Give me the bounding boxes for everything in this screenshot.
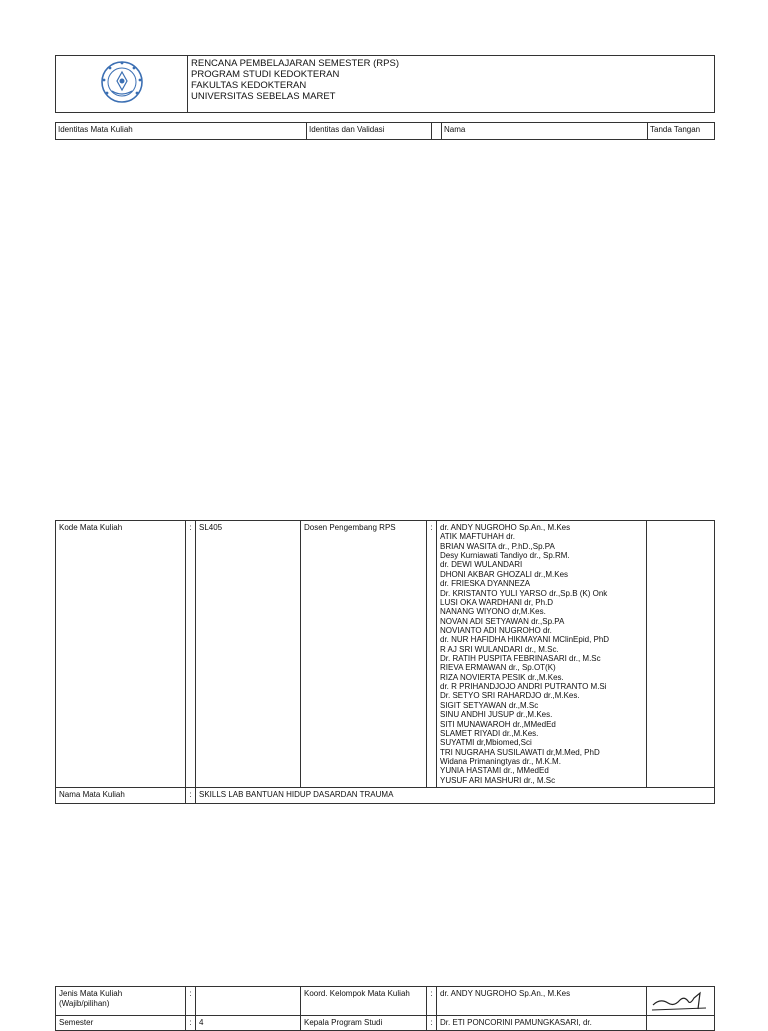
rps-title: RENCANA PEMBELAJARAN SEMESTER (RPS)	[191, 58, 399, 69]
table-row	[56, 1016, 715, 1031]
kode-mata-kuliah-value: SL405	[196, 521, 301, 788]
jenis-mata-kuliah-label	[56, 987, 186, 1016]
dosen-name: RIZA NOVIERTA PESIK dr.,M.Kes.	[440, 672, 564, 682]
identitas-mata-kuliah-header: Identitas Mata Kuliah	[56, 123, 307, 140]
colon: :	[186, 1016, 196, 1031]
dosen-name: Widana Primaningtyas dr., M.K.M.	[440, 756, 561, 766]
colon: :	[186, 987, 196, 1016]
dosen-name: SLAMET RIYADI dr.,M.Kes.	[440, 728, 539, 738]
dosen-name: R AJ SRI WULANDARI dr., M.Sc.	[440, 644, 559, 654]
dosen-name: YUNIA HASTAMI dr., MMedEd	[440, 766, 549, 776]
dosen-name: YUSUF ARI MASHURI dr., M.Sc	[440, 775, 556, 785]
koord-label: Koord. Kelompok Mata Kuliah	[301, 987, 427, 1016]
colon: :	[427, 987, 437, 1016]
dosen-name: dr. FRIESKA DYANNEZA	[440, 579, 531, 589]
jenis-mata-kuliah-value	[196, 987, 301, 1016]
dosen-pengembang-label: Dosen Pengembang RPS	[301, 521, 427, 788]
kode-mata-kuliah-label: Kode Mata Kuliah	[56, 521, 186, 788]
signature-cell	[647, 1016, 715, 1031]
semester-value: 4	[196, 1016, 301, 1031]
dosen-name: LUSI OKA WARDHANI dr, Ph.D	[440, 597, 554, 607]
dosen-name: NANANG WIYONO dr,M.Kes.	[440, 607, 546, 617]
kaprodi-label: Kepala Program Studi	[301, 1016, 427, 1031]
university-logo-icon	[99, 59, 145, 105]
signature-cell	[647, 521, 715, 788]
nama-mata-kuliah-label: Nama Mata Kuliah	[56, 788, 186, 804]
kaprodi-value: Dr. ETI PONCORINI PAMUNGKASARI, dr.	[437, 1016, 647, 1031]
jenis-label-line1: Jenis Mata Kuliah	[59, 989, 123, 998]
table-row	[56, 521, 715, 788]
dosen-name: SINU ANDHI JUSUP dr.,M.Kes.	[440, 710, 553, 720]
dosen-name: BRIAN WASITA dr., P.hD.,Sp.PA	[440, 541, 555, 551]
dosen-name: Desy Kurniawati Tandiyo dr., Sp.RM.	[440, 551, 570, 561]
rps-header-table	[55, 55, 715, 113]
nama-header: Nama	[442, 123, 648, 140]
dosen-name: NOVAN ADI SETYAWAN dr.,Sp.PA	[440, 616, 565, 626]
course-identity-table	[55, 520, 715, 804]
semester-label: Semester	[56, 1016, 186, 1031]
dosen-name: Dr. KRISTANTO YULI YARSO dr.,Sp.B (K) Onk	[440, 588, 608, 598]
colon: :	[427, 521, 437, 788]
colon: :	[186, 788, 196, 804]
table-row	[56, 788, 715, 804]
dosen-name: SITI MUNAWAROH dr.,MMedEd	[440, 719, 556, 729]
dosen-name: dr. NUR HAFIDHA HIKMAYANI MClinEpid, PhD	[440, 635, 610, 645]
dosen-name: Dr. SETYO SRI RAHARDJO dr.,M.Kes.	[440, 691, 580, 701]
identitas-validasi-header: Identitas dan Validasi	[307, 123, 432, 140]
dosen-name: DHONI AKBAR GHOZALI dr.,M.Kes	[440, 569, 569, 579]
dosen-name: RIEVA ERMAWAN dr., Sp.OT(K)	[440, 663, 556, 673]
signature-image	[650, 989, 710, 1013]
rps-title-cell	[188, 56, 715, 113]
dosen-name: dr. DEWI WULANDARI	[440, 560, 523, 570]
identity-header-table	[55, 122, 715, 140]
dosen-name: dr. R PRIHANDJOJO ANDRI PUTRANTO M.Si	[440, 682, 607, 692]
dosen-list	[437, 521, 647, 788]
empty-cell	[432, 123, 442, 140]
dosen-name: TRI NUGRAHA SUSILAWATI dr,M.Med, PhD	[440, 747, 600, 757]
colon: :	[186, 521, 196, 788]
signature-cell	[647, 987, 715, 1016]
table-row	[56, 987, 715, 1016]
koord-value: dr. ANDY NUGROHO Sp.An., M.Kes	[437, 987, 647, 1016]
universitas: UNIVERSITAS SEBELAS MARET	[191, 90, 336, 102]
fakultas: FAKULTAS KEDOKTERAN	[191, 79, 307, 91]
dosen-name: SUYATMI dr,Mbiomed,Sci	[440, 738, 532, 748]
table-row	[56, 123, 715, 140]
dosen-name: NOVIANTO ADI NUGROHO dr.	[440, 625, 552, 635]
nama-mata-kuliah-value: SKILLS LAB BANTUAN HIDUP DASARDAN TRAUMA	[196, 788, 715, 804]
dosen-name: dr. ANDY NUGROHO Sp.An., M.Kes	[440, 523, 571, 532]
program-studi: PROGRAM STUDI KEDOKTERAN	[191, 68, 340, 80]
university-logo-cell	[56, 56, 188, 113]
dosen-name: ATIK MAFTUHAH dr.	[440, 532, 515, 542]
dosen-name: Dr. RATIH PUSPITA FEBRINASARI dr., M.Sc	[440, 654, 601, 664]
tanda-tangan-header: Tanda Tangan	[648, 123, 715, 140]
jenis-label-line2: (Wajib/pilihan)	[59, 998, 110, 1008]
dosen-name: SIGIT SETYAWAN dr.,M.Sc	[440, 700, 539, 710]
colon: :	[427, 1016, 437, 1031]
